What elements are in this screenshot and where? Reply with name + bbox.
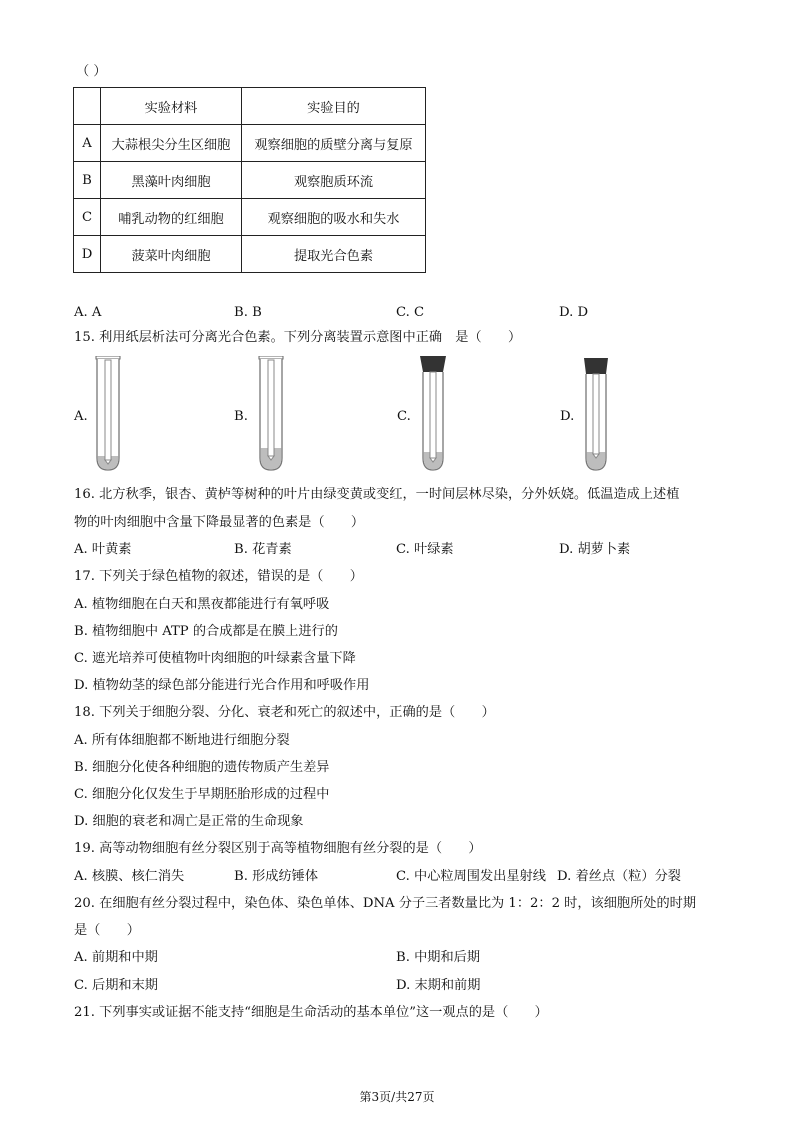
q20-stem-line1: 20. 在细胞有丝分裂过程中，染色体、染色单体、DNA 分子三者数量比为 1：2：2 时，该细胞所处的时期	[74, 896, 697, 911]
q18-option-d[interactable]: D. 细胞的衰老和凋亡是正常的生命现象	[74, 814, 304, 829]
table-cell: C	[74, 199, 101, 236]
q20-stem-line2: 是（ ）	[74, 923, 140, 938]
q16-stem-line2: 物的叶肉细胞中含量下降最显著的色素是（ ）	[74, 515, 365, 530]
tube-a-figure	[93, 356, 123, 474]
page-number: 第3页/共27页	[359, 1090, 435, 1104]
option-c[interactable]: C. 后期和末期	[74, 978, 158, 993]
option-b[interactable]: B. 中期和后期	[396, 950, 481, 965]
table-row	[74, 236, 426, 273]
table-cell: 哺乳动物的红细胞	[101, 199, 242, 236]
q17-option-b[interactable]: B. 植物细胞中 ATP 的合成都是在膜上进行的	[74, 624, 338, 639]
tube-label-a[interactable]: A.	[74, 409, 88, 424]
option-d[interactable]: D. 胡萝卜素	[559, 542, 631, 557]
option-c[interactable]: C. 中心粒周围发出星射线	[396, 869, 546, 884]
option-c[interactable]: C. C	[396, 305, 425, 320]
option-a[interactable]: A. 前期和中期	[74, 950, 158, 965]
tube-label-b[interactable]: B.	[234, 409, 248, 424]
table-header-cell: 实验材料	[101, 88, 242, 125]
table-cell: 观察胞质环流	[242, 162, 426, 199]
tube-d-figure	[581, 356, 611, 474]
tube-b-figure	[256, 356, 286, 474]
table-cell: B	[74, 162, 101, 199]
table-cell: D	[74, 236, 101, 273]
table-cell: A	[74, 125, 101, 162]
option-a[interactable]: A. A	[74, 305, 102, 320]
table-header-cell: 实验目的	[242, 88, 426, 125]
table-row	[74, 162, 426, 199]
q18-option-b[interactable]: B. 细胞分化使各种细胞的遗传物质产生差异	[74, 760, 330, 775]
table-header-cell	[74, 88, 101, 125]
q17-option-c[interactable]: C. 遮光培养可使植物叶肉细胞的叶绿素含量下降	[74, 651, 356, 666]
table-row	[74, 125, 426, 162]
q19-stem: 19. 高等动物细胞有丝分裂区别于高等植物细胞有丝分裂的是（ ）	[74, 841, 482, 856]
option-b[interactable]: B. B	[234, 305, 262, 320]
tube-label-c[interactable]: C.	[397, 409, 411, 424]
option-c[interactable]: C. 叶绿素	[396, 542, 454, 557]
q15-tube-figures	[0, 356, 794, 476]
option-d[interactable]: D. 着丝点（粒）分裂	[557, 869, 681, 884]
q17-option-d[interactable]: D. 植物幼茎的绿色部分能进行光合作用和呼吸作用	[74, 678, 370, 693]
table-cell: 观察细胞的吸水和失水	[242, 199, 426, 236]
q16-stem-line1: 16. 北方秋季，银杏、黄栌等树种的叶片由绿变黄或变红，一时间层林尽染，分外妖娆。低温造成上述植	[74, 487, 680, 502]
table-cell: 提取光合色素	[242, 236, 426, 273]
option-a[interactable]: A. 核膜、核仁消失	[74, 869, 185, 884]
option-a[interactable]: A. 叶黄素	[74, 542, 132, 557]
q18-option-a[interactable]: A. 所有体细胞都不断地进行细胞分裂	[74, 733, 290, 748]
table-cell: 菠菜叶肉细胞	[101, 236, 242, 273]
q17-stem: 17. 下列关于绿色植物的叙述，错误的是（ ）	[74, 569, 363, 584]
q17-option-a[interactable]: A. 植物细胞在白天和黑夜都能进行有氧呼吸	[74, 597, 330, 612]
table-cell: 黑藻叶肉细胞	[101, 162, 242, 199]
q18-stem: 18. 下列关于细胞分裂、分化、衰老和死亡的叙述中，正确的是（ ）	[74, 705, 495, 720]
table-header-row	[74, 88, 426, 125]
q21-stem: 21. 下列事实或证据不能支持“细胞是生命活动的基本单位”这一观点的是（ ）	[74, 1005, 548, 1020]
tube-c-figure	[418, 356, 448, 474]
table-row	[74, 199, 426, 236]
option-d[interactable]: D. 末期和前期	[396, 978, 481, 993]
q14-answer-paren: （ ）	[76, 64, 107, 79]
table-cell: 观察细胞的质壁分离与复原	[242, 125, 426, 162]
option-b[interactable]: B. 花青素	[234, 542, 292, 557]
q15-stem: 15. 利用纸层析法可分离光合色素。下列分离装置示意图中正确 是（ ）	[74, 330, 522, 345]
table-cell: 大蒜根尖分生区细胞	[101, 125, 242, 162]
q18-option-c[interactable]: C. 细胞分化仅发生于早期胚胎形成的过程中	[74, 787, 330, 802]
option-d[interactable]: D. D	[559, 305, 589, 320]
option-b[interactable]: B. 形成纺锤体	[234, 869, 319, 884]
q14-table	[73, 87, 426, 273]
tube-label-d[interactable]: D.	[560, 409, 575, 424]
